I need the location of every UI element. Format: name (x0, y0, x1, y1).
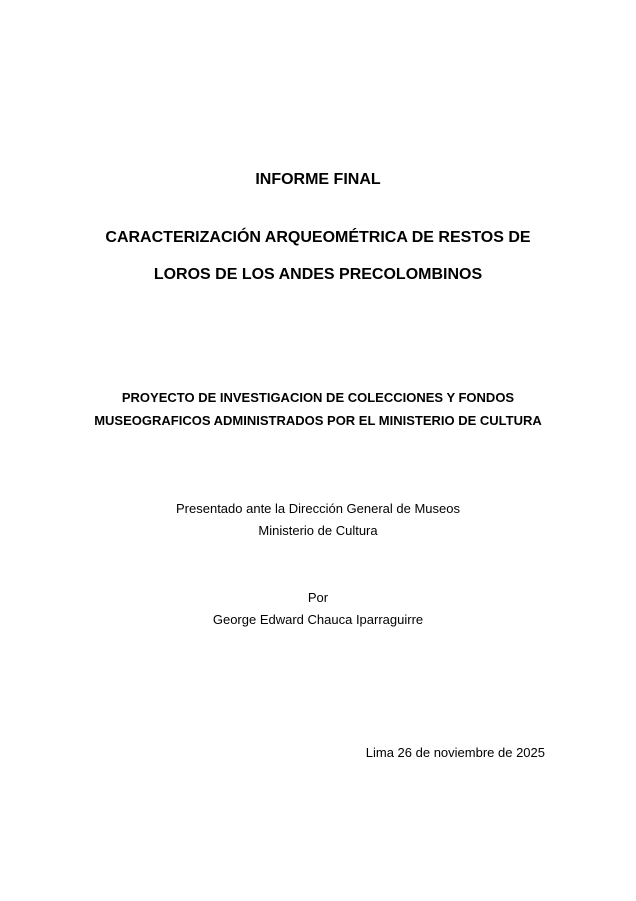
author-name: George Edward Chauca Iparraguirre (212, 612, 424, 627)
presented-to-line-2: Ministerio de Cultura (258, 523, 378, 538)
report-heading: INFORME FINAL (255, 171, 381, 188)
report-title-line-2: LOROS DE LOS ANDES PRECOLOMBINOS (153, 266, 483, 283)
report-title-line-1: CARACTERIZACIÓN ARQUEOMÉTRICA DE RESTOS DE (105, 229, 531, 246)
project-name-line-1: PROYECTO DE INVESTIGACION DE COLECCIONES Y FONDOS (121, 390, 515, 405)
presented-to-line-1: Presentado ante la Dirección General de Museos (176, 501, 460, 516)
project-name-line-2: MUSEOGRAFICOS ADMINISTRADOS POR EL MINISTERIO DE CULTURA (94, 413, 542, 428)
place-and-date: Lima 26 de noviembre de 2025 (365, 745, 545, 760)
by-label: Por (307, 590, 329, 605)
